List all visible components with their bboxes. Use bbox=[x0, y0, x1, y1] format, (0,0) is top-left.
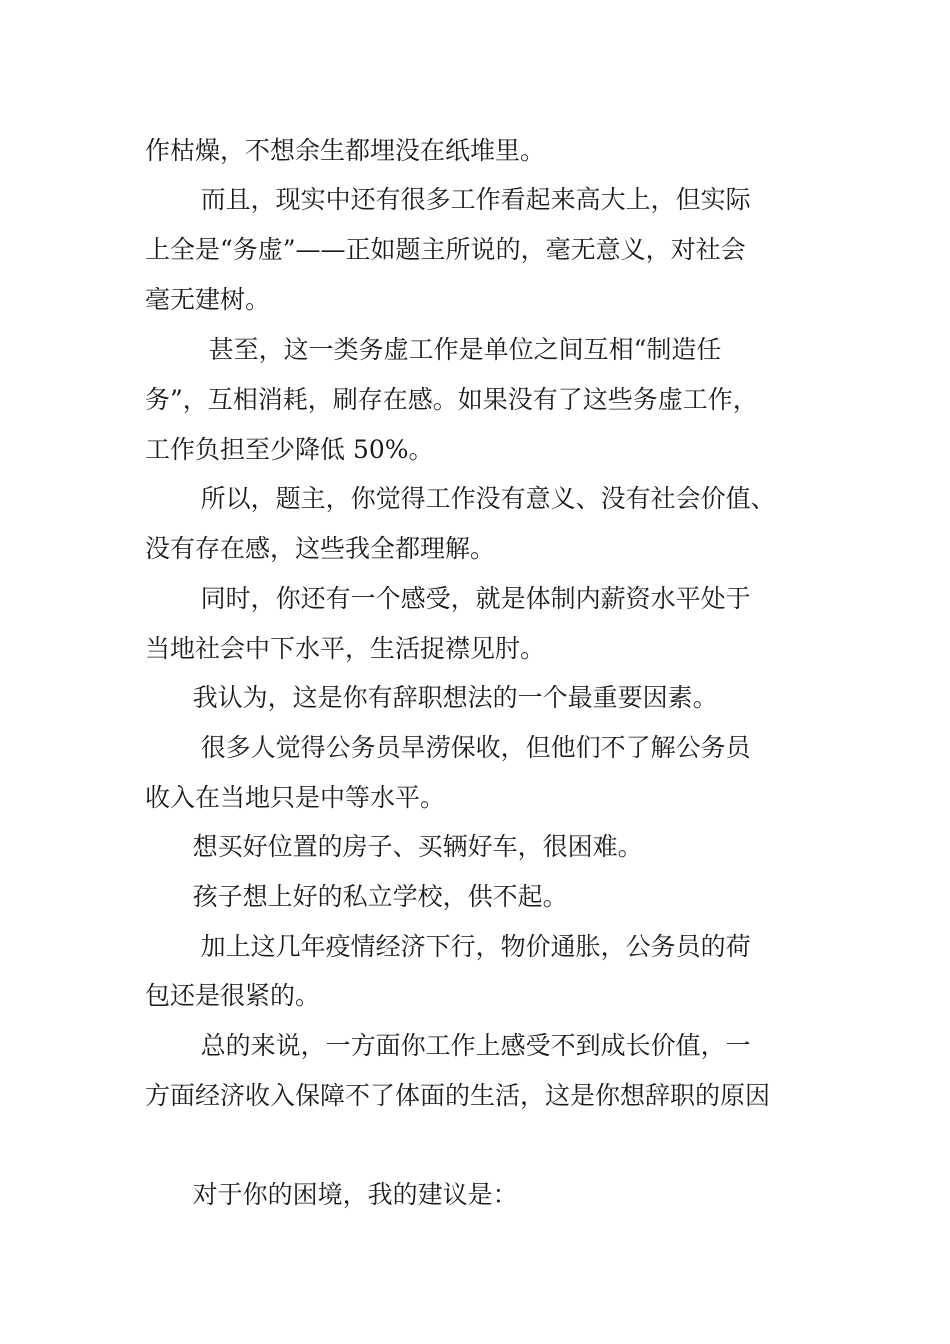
text-line: 我认为，这是你有辞职想法的一个最重要因素。 bbox=[145, 683, 718, 712]
text-line: 同时，你还有一个感受，就是体制内薪资水平处于 bbox=[145, 584, 751, 613]
text-line: 总的来说，一方面你工作上感受不到成长价值，一 bbox=[145, 1031, 751, 1060]
text-line: 孩子想上好的私立学校，供不起。 bbox=[145, 882, 568, 911]
text-line: 上全是“务虚”——正如题主所说的，毫无意义，对社会 bbox=[145, 235, 746, 264]
text-line: 所以，题主，你觉得工作没有意义、没有社会价值、 bbox=[145, 484, 776, 513]
text-line: 当地社会中下水平，生活捉襟见肘。 bbox=[145, 634, 546, 663]
text-line: 甚至，这一类务虚工作是单位之间互相“制造任 bbox=[145, 335, 722, 364]
text-line: 务”，互相消耗，刷存在感。如果没有了这些务虚工作， bbox=[145, 385, 758, 414]
text-line: 毫无建树。 bbox=[145, 285, 271, 314]
text-line: 加上这几年疫情经济下行，物价通胀，公务员的荷 bbox=[145, 932, 751, 961]
text-line: 对于你的困境，我的建议是： bbox=[145, 1180, 518, 1209]
text-line: 作枯燥，不想余生都埋没在纸堆里。 bbox=[145, 136, 546, 165]
text-line: 而且，现实中还有很多工作看起来高大上，但实际 bbox=[145, 185, 751, 214]
text-line: 收入在当地只是中等水平。 bbox=[145, 783, 446, 812]
text-line: 包还是很紧的。 bbox=[145, 981, 321, 1010]
text-line: 没有存在感，这些我全都理解。 bbox=[145, 534, 496, 563]
text-line: 想买好位置的房子、买辆好车，很困难。 bbox=[145, 832, 643, 861]
text-line: 很多人觉得公务员旱涝保收，但他们不了解公务员 bbox=[145, 733, 751, 762]
text-line: 工作负担至少降低 50%。 bbox=[145, 435, 434, 464]
text-line: 方面经济收入保障不了体面的生活，这是你想辞职的原因 bbox=[145, 1081, 771, 1110]
